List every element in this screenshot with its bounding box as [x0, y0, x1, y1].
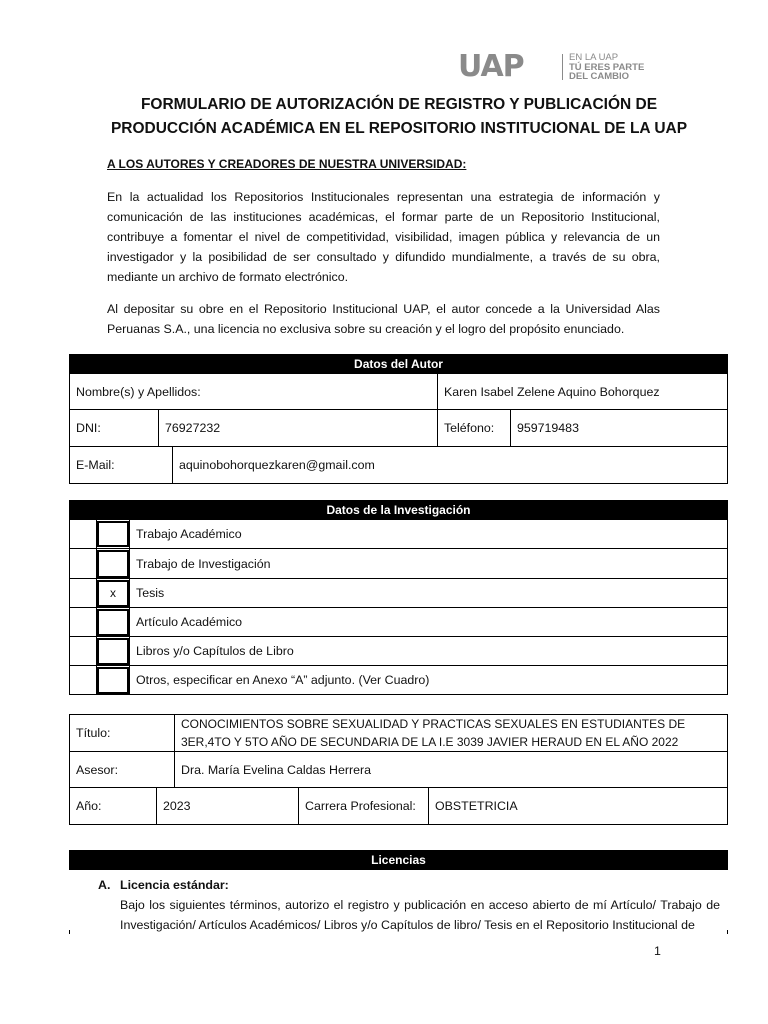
name-label: Nombre(s) y Apellidos:: [70, 374, 438, 410]
research-table-header: Datos de la Investigación: [70, 501, 728, 520]
license-right-border: [727, 930, 728, 934]
license-item-title: Licencia estándar:: [120, 878, 229, 892]
phone-label: Teléfono:: [437, 410, 510, 447]
work-title-value: CONOCIMIENTOS SOBRE SEXUALIDAD Y PRACTICAS SEXUALES EN ESTUDIANTES DE 3ER,4TO Y 5TO AÑO DE SECUNDARIA DE LA I.E 3039 JAVIER HERAUD EN EL AÑO 2022: [175, 715, 728, 752]
research-option-row: [70, 520, 728, 549]
option-label: Trabajo Académico: [130, 520, 728, 549]
name-value: Karen Isabel Zelene Aquino Bohorquez: [437, 374, 727, 410]
license-standard-section: [98, 875, 720, 935]
option-checkbox[interactable]: [97, 667, 129, 694]
option-checkbox[interactable]: [97, 609, 129, 636]
option-label: Tesis: [130, 579, 728, 608]
page-number: 1: [654, 944, 661, 958]
option-label: Otros, especificar en Anexo “A” adjunto. (Ver Cuadro): [130, 666, 728, 695]
licenses-table-header: [69, 850, 728, 870]
intro-paragraph-2: Al depositar su obre en el Repositorio Institucional UAP, el autor concede a la Universidad Alas Peruanas S.A., una licencia no exclusiva sobre su creación y el logro del propósito enunciado.: [107, 302, 660, 336]
research-option-row: [70, 549, 728, 579]
option-checkbox[interactable]: x: [97, 580, 129, 607]
research-option-row: [70, 608, 728, 637]
title-line-1: FORMULARIO DE AUTORIZACIÓN DE REGISTRO Y PUBLICACIÓN DE: [140, 96, 658, 113]
career-label: Carrera Profesional:: [299, 788, 429, 824]
option-label: Trabajo de Investigación: [130, 549, 728, 579]
title-line-2: PRODUCCIÓN ACADÉMICA EN EL REPOSITORIO INSTITUCIONAL DE LA UAP: [110, 120, 688, 137]
logo-separator: [562, 54, 563, 80]
intro-paragraph-1: En la actualidad los Repositorios Institucionales representan una estrategia de información y comunicación de las instituciones académicas, el formar parte de un Repositorio Institucional, contribuye a fomentar el nivel de competitividad, visibilidad, imagen pública y relevancia de un investigador y la posibilidad de ser consultado y difundido mundialmente, a través de su obra, mediante un archivo de formato electrónico.: [107, 190, 660, 284]
author-table-header: Datos del Autor: [70, 355, 728, 374]
slogan-line-1: EN LA UAP: [569, 52, 619, 63]
work-details-table: [69, 714, 728, 825]
uap-logo: [458, 49, 668, 84]
dni-value: 76927232: [159, 410, 438, 447]
option-checkbox[interactable]: [97, 521, 129, 547]
phone-value: 959719483: [510, 410, 727, 447]
advisor-value: Dra. María Evelina Caldas Herrera: [175, 752, 728, 788]
author-data-table: [69, 354, 728, 484]
logo-slogan: [569, 53, 644, 82]
license-left-border: [69, 930, 70, 934]
option-checkbox[interactable]: [97, 638, 129, 665]
logo-mark: UAP: [458, 49, 524, 84]
dni-label: DNI:: [70, 410, 159, 447]
email-label: E-Mail:: [70, 447, 173, 483]
advisor-label: Asesor:: [70, 752, 175, 788]
licenses-header: Licencias: [70, 851, 728, 870]
email-value: aquinobohorquezkaren@gmail.com: [179, 458, 375, 472]
license-item-letter: A.: [98, 878, 111, 892]
research-option-row: [70, 579, 728, 608]
year-value: 2023: [157, 788, 299, 824]
option-checkbox[interactable]: [97, 550, 129, 578]
license-item-text: Bajo los siguientes términos, autorizo el registro y publicación en acceso abierto de mí Artículo/ Trabajo de Investigación/ Artículos Académicos/ Libros y/o Capítulos de libro/ Tesis en el Repositorio Institucional de: [120, 898, 720, 932]
work-title-label: Título:: [70, 715, 175, 752]
career-value: OBSTETRICIA: [435, 799, 518, 813]
document-title: [70, 93, 728, 141]
year-label: Año:: [70, 788, 157, 824]
research-option-row: [70, 637, 728, 666]
slogan-line-2: TÚ ERES PARTE: [569, 61, 645, 73]
research-data-table: [69, 500, 728, 695]
slogan-line-3: DEL CAMBIO: [569, 71, 629, 83]
option-label: Artículo Académico: [130, 608, 728, 637]
research-option-row: [70, 666, 728, 695]
option-label: Libros y/o Capítulos de Libro: [130, 637, 728, 666]
section-subheading: A LOS AUTORES Y CREADORES DE NUESTRA UNIVERSIDAD:: [107, 157, 467, 171]
